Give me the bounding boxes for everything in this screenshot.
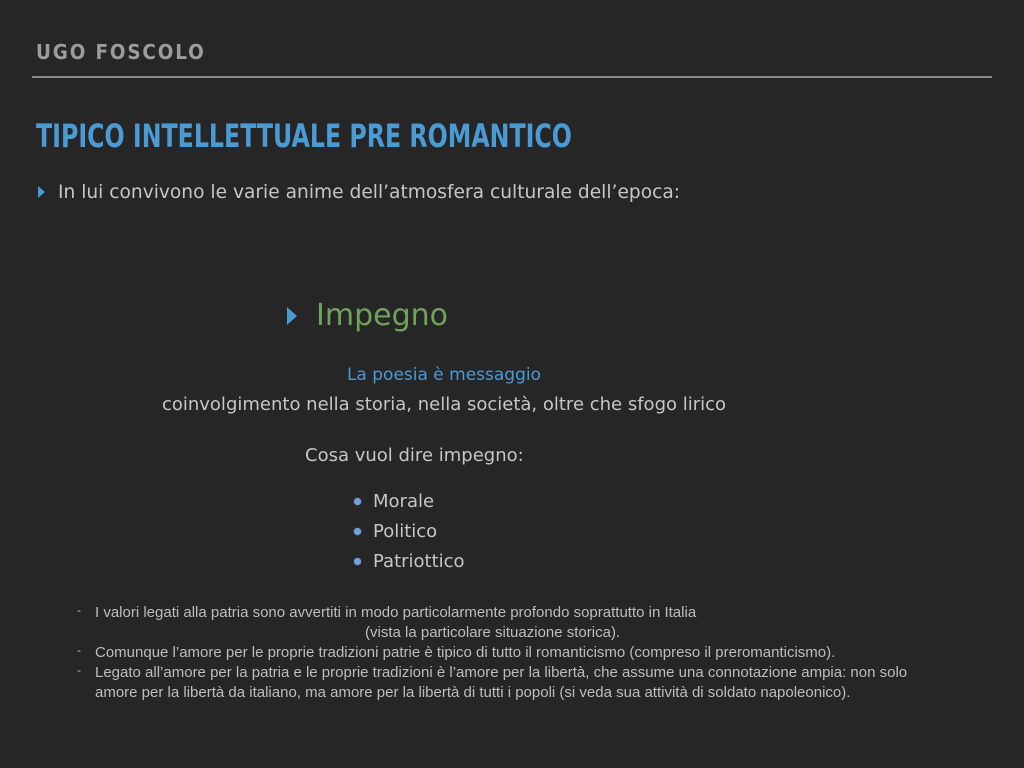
note-item <box>77 603 937 643</box>
note-item <box>77 663 937 703</box>
slide-title: TIPICO INTELLETTUALE PRE ROMANTICO <box>36 117 572 155</box>
note-text: Legato all’amore per la patria e le proprie tradizioni è l’amore per la libertà, che assume una connotazione ampia: non solo amore per la libertà da italiano, ma amore per la libertà di tutti i popoli (si veda sua attività di soldato napoleonico). <box>95 664 908 701</box>
note-text: Comunque l’amore per le proprie tradizioni patrie è tipico di tutto il romanticismo (compreso il preromanticismo). <box>95 644 836 661</box>
dash-icon: - <box>77 643 81 657</box>
dash-icon: - <box>77 663 81 677</box>
impegno-heading <box>287 298 448 333</box>
engagement-description: coinvolgimento nella storia, nella società, oltre che sfogo lirico <box>161 394 727 415</box>
poetry-message-subtitle: La poesia è messaggio <box>346 365 542 385</box>
impegno-question: Cosa vuol dire impegno: <box>305 445 524 466</box>
intro-bullet-text: In lui convivono le varie anime dell’atmosfera culturale dell’epoca: <box>58 181 681 203</box>
impegno-types-list <box>354 486 465 576</box>
header-divider <box>32 76 992 78</box>
impegno-text: Impegno <box>316 298 448 333</box>
notes-list <box>77 603 937 703</box>
triangle-right-icon <box>287 307 297 325</box>
intro-bullet <box>38 181 693 203</box>
dot-icon <box>354 498 361 505</box>
list-item <box>354 486 465 516</box>
list-item <box>354 546 465 576</box>
header-title: UGO FOSCOLO <box>36 40 206 64</box>
triangle-right-icon <box>38 186 45 198</box>
note-text-continuation: (vista la particolare situazione storica). <box>365 624 621 641</box>
list-item-label: Morale <box>373 490 435 512</box>
note-text: I valori legati alla patria sono avvertiti in modo particolarmente profondo soprattutto in Italia <box>95 604 697 621</box>
list-item-label: Patriottico <box>373 550 465 572</box>
dot-icon <box>354 528 361 535</box>
note-item <box>77 643 937 663</box>
dot-icon <box>354 558 361 565</box>
list-item-label: Politico <box>373 520 438 542</box>
dash-icon: - <box>77 603 81 617</box>
list-item <box>354 516 465 546</box>
